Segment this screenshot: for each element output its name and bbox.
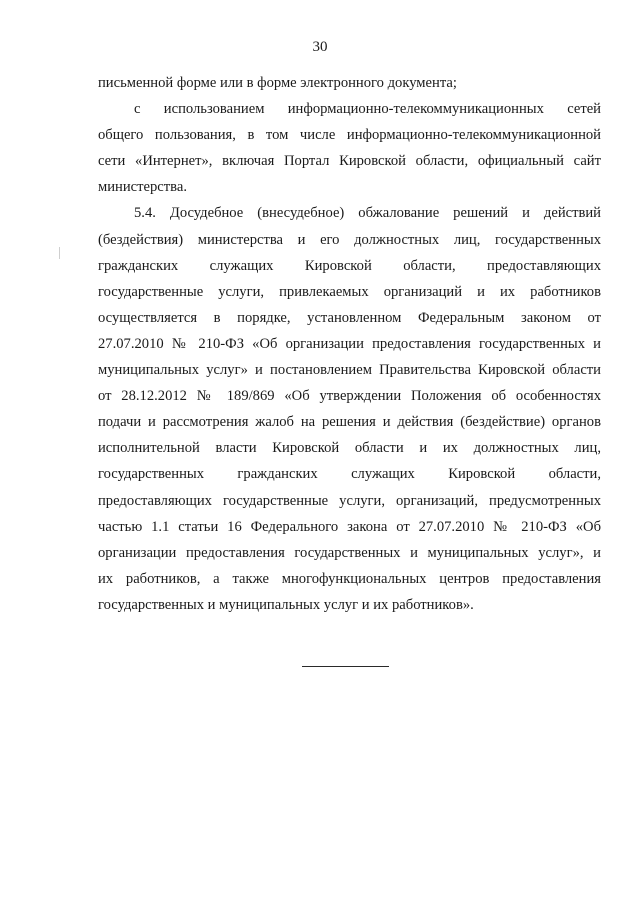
text-line: предоставляющих государственные услуги, организаций, предусмотренных (98, 492, 601, 509)
text-line: общего пользования, в том числе информационно-телекоммуникационной (98, 127, 601, 144)
text-line: государственных гражданских служащих Кировской области, (98, 466, 601, 483)
text-line: (бездействия) министерства и его должностных лиц, государственных (98, 231, 601, 248)
text-line: исполнительной власти Кировской области и их должностных лиц, (98, 440, 601, 457)
text-line: сети «Интернет», включая Портал Кировской области, официальный сайт (98, 153, 601, 170)
text-line: частью 1.1 статьи 16 Федерального закона от 27.07.2010 № 210-ФЗ «Об (98, 518, 601, 535)
text-line: организации предоставления государственных и муниципальных услуг», и (98, 544, 601, 561)
text-line: государственные услуги, привлекаемых организаций и их работников (98, 283, 601, 300)
text-line: государственных и муниципальных услуг и их работников». (98, 596, 474, 613)
text-line: от 28.12.2012 № 189/869 «Об утверждении Положения об особенностях (98, 388, 601, 405)
text-line: муниципальных услуг» и постановлением Правительства Кировской области (98, 362, 601, 379)
text-line: осуществляется в порядке, установленном Федеральным законом от (98, 309, 601, 326)
page-number: 30 (312, 39, 328, 55)
text-line: 5.4. Досудебное (внесудебное) обжалование решений и действий (134, 205, 601, 222)
scan-margin-mark (59, 247, 60, 259)
text-line: министерства. (98, 179, 187, 196)
end-separator-line (302, 666, 389, 667)
text-line: подачи и рассмотрения жалоб на решения и действия (бездействие) органов (98, 414, 601, 431)
text-line: их работников, а также многофункциональных центров предоставления (98, 570, 601, 587)
text-line: с использованием информационно-телекоммуникационных сетей (134, 101, 601, 118)
text-line: гражданских служащих Кировской области, предоставляющих (98, 257, 601, 274)
document-body (98, 70, 601, 618)
text-line: письменной форме или в форме электронного документа; (98, 75, 457, 91)
text-line: 27.07.2010 № 210-ФЗ «Об организации предоставления государственных и (98, 335, 601, 352)
